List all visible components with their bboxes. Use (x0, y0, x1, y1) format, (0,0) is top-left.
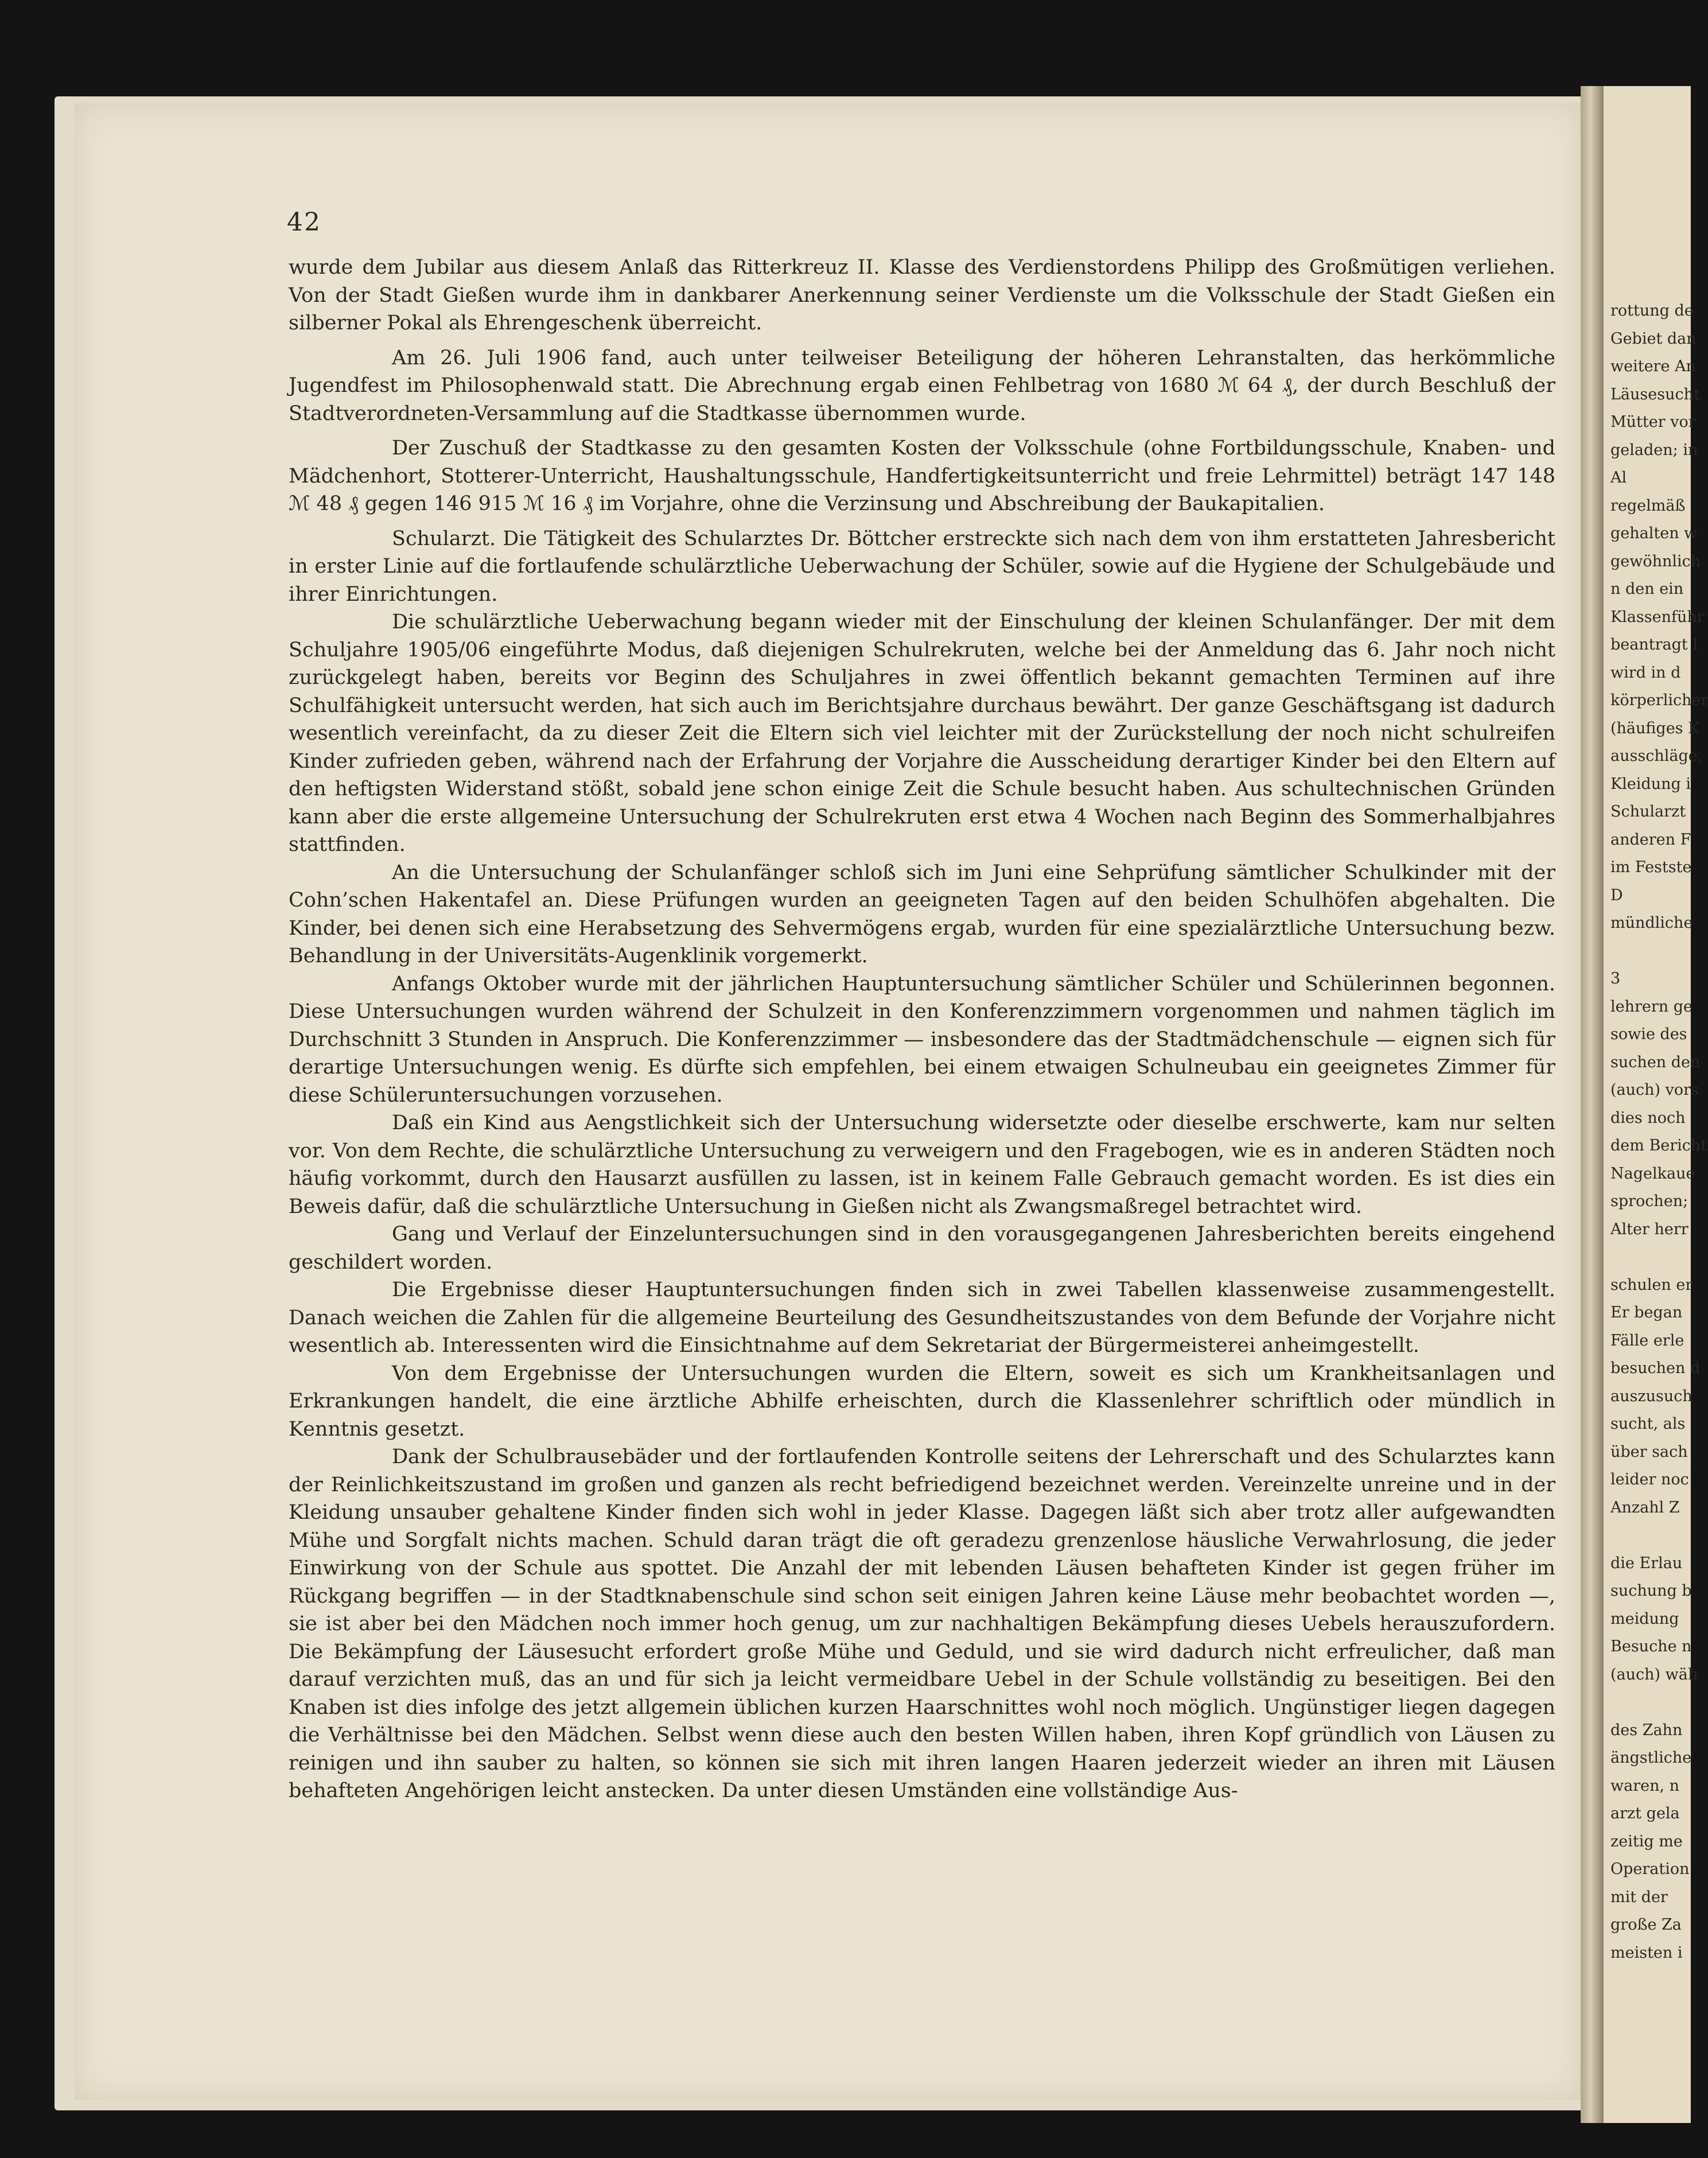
right-page-line: anderen F (1610, 830, 1691, 849)
right-page-line: Schularzt (1610, 803, 1686, 821)
right-page-line: auszusuch (1610, 1387, 1693, 1405)
right-page-line: Kleidung i (1610, 775, 1691, 793)
right-page-line: Operation (1610, 1860, 1690, 1878)
right-page-line: über sach (1610, 1442, 1688, 1461)
right-page-line: mündliche (1610, 914, 1693, 932)
right-page-line (1604, 1689, 1691, 1717)
right-page-line: Fälle erle (1610, 1331, 1684, 1350)
right-page-text (1604, 86, 1708, 1967)
right-page-edge (1604, 86, 1708, 2123)
right-page-line: Besuche n (1610, 1638, 1692, 1655)
right-page-line: leider noc (1610, 1471, 1689, 1488)
right-page-line: Anzahl Z (1610, 1498, 1680, 1517)
right-page-line: Nagelkaue (1610, 1164, 1695, 1183)
right-page-line: Er began (1610, 1304, 1683, 1321)
right-page-line: Läusesucht (1610, 385, 1700, 403)
right-page-line: Alter herr (1610, 1220, 1688, 1238)
book-gutter (1581, 86, 1604, 2123)
right-page-line: 3 (1610, 970, 1621, 987)
right-page-line: körperlicher (1610, 691, 1708, 709)
right-page-line: sprochen; (1610, 1192, 1688, 1210)
right-page-line: lehrern ge (1610, 997, 1693, 1016)
paragraph: wurde dem Jubilar aus diesem Anlaß das Ritterkreuz II. Klasse des Verdienstordens Philipp des Großmütigen verliehen. Von der Stadt Gießen wurde ihm in dankbarer Anerkennung seiner Verdienste um die Volksschule der Stadt Gießen ein silberner Pokal als Ehrengeschenk überreicht. (289, 256, 1555, 335)
right-page-line: die Erlau (1610, 1554, 1683, 1572)
right-page-line: im Festste (1610, 858, 1692, 876)
right-page-line: dem Bericht (1610, 1137, 1707, 1154)
right-page-line: ängstliche (1610, 1749, 1692, 1767)
paragraph-schularzt: Schularzt. Die Tätigkeit des Schularztes Dr. Böttcher erstreckte sich nach dem von ihm erstatteten Jahresbericht in erster Linie auf die fortlaufende schulärztliche Ueberwachung der Schüler, sowie auf die Hygiene der Schulgebäude und ihrer Einrichtungen. (289, 527, 1555, 606)
right-page-line: (häufiges K (1610, 719, 1700, 737)
right-page-line: beantragt l (1610, 636, 1698, 654)
page-number: 42 (287, 208, 321, 237)
paragraph: Der Zuschuß der Stadtkasse zu den gesamten Kosten der Volksschule (ohne Fortbildungsschule, Knaben- und Mädchenhort, Stotterer-Unterricht, Haushaltungsschule, Handfertigkeitsunterricht und freie Lehrmittel) beträgt 147 148 ℳ 48 ₰ gegen 146 915 ℳ 16 ₰ im Vorjahre, ohne die Verzinsung und Abschreibung der Baukapitalien. (289, 437, 1555, 515)
right-page-line: D (1610, 886, 1623, 904)
right-page-line: regelmäß (1610, 496, 1686, 515)
right-page-line: wird in d (1610, 663, 1681, 682)
right-page-line: mit der (1610, 1888, 1668, 1906)
right-page-line: weitere An (1610, 357, 1696, 375)
right-page-line: des Zahn (1610, 1721, 1683, 1739)
right-page-line: Gebiet dan (1610, 329, 1697, 348)
right-page-line: sowie des (1610, 1025, 1687, 1043)
right-page-line: rottung de (1610, 302, 1694, 320)
right-page-line: Mütter vor (1610, 413, 1696, 431)
paragraph: An die Untersuchung der Schulanfänger schloß sich im Juni eine Sehprüfung sämtlicher Schulkinder mit der Cohn’schen Hakentafel an. Diese Prüfungen wurden an geeigneten Tagen auf den beiden Schulhöfen abgehalten. Die Kinder, bei denen sich eine Herabsetzung des Sehvermögens ergab, wurden für eine spezialärztliche Untersuchung bezw. Behandlung in der Universitäts-Augenklinik vorgemerkt. (289, 861, 1555, 967)
paragraph: Von dem Ergebnisse der Untersuchungen wurden die Eltern, soweit es sich um Krankheitsanlagen und Erkrankungen handelt, die eine ärztliche Abhilfe erheischten, durch die Klassenlehrer schriftlich oder mündlich in Kenntnis gesetzt. (289, 1362, 1555, 1441)
paragraph: Die Ergebnisse dieser Hauptuntersuchungen finden sich in zwei Tabellen klassenweise zusammengestellt. Danach weichen die Zahlen für die allgemeine Beurteilung des Gesundheitszustandes von dem Befunde der Vorjahre nicht wesentlich ab. Interessenten wird die Einsichtnahme auf dem Sekretariat der Bürgermeisterei anheimgestellt. (289, 1278, 1555, 1357)
right-page-line: suchung b (1610, 1582, 1692, 1600)
paragraph: Die schulärztliche Ueberwachung begann wieder mit der Einschulung der kleinen Schulanfänger. Der mit dem Schuljahre 1905/06 eingeführte Modus, daß diejenigen Schulrekruten, welche bei der Anmeldung das 6. Jahr noch nicht zurückgelegt haben, bereits vor Beginn des Schuljahres in zwei öffentlich bekannt gemachten Terminen auf ihre Schulfähigkeit untersucht werden, hat sich auch im Berichtsjahre durchaus bewährt. Der ganze Geschäftsgang ist dadurch wesentlich vereinfacht, da zu dieser Zeit die Eltern sich viel leichter mit der Zurückstellung der noch nicht schulreifen Kinder zufrieden geben, während nach der Erfahrung der Vorjahre die Ausscheidung derartiger Kinder bei den Eltern auf den heftigsten Widerstand stößt, sobald jene schon einige Zeit die Schule besucht haben. Aus schultechnischen Gründen kann aber die erste allgemeine Untersuchung der Schulrekruten erst etwa 4 Wochen nach Beginn des Sommerhalbjahres stattfinden. (289, 611, 1555, 856)
right-page-line: schulen er (1610, 1276, 1693, 1294)
right-page-line (1604, 1243, 1691, 1272)
right-page-line: dies noch (1610, 1109, 1686, 1127)
right-page-line: zeitig me (1610, 1832, 1683, 1850)
body-text (289, 254, 1555, 1805)
right-page-line: große Za (1610, 1916, 1682, 1934)
right-page-line: ausschläge, (1610, 747, 1703, 765)
paragraph: Am 26. Juli 1906 fand, auch unter teilweiser Beteiligung der höheren Lehranstalten, das herkömmliche Jugendfest im Philosophenwald statt. Die Abrechnung ergab einen Fehlbetrag von 1680 ℳ 64 ₰, der durch Beschluß der Stadtverordneten-Versammlung auf die Stadtkasse übernommen wurde. (289, 346, 1555, 425)
right-page-line: suchen den (1610, 1053, 1701, 1071)
paragraph: Gang und Verlauf der Einzeluntersuchungen sind in den vorausgegangenen Jahresberichten bereits eingehend geschildert worden. (289, 1223, 1555, 1274)
right-page-line: (auch) vors (1610, 1081, 1699, 1099)
right-page-line: meidung (1610, 1609, 1679, 1628)
right-page-line: gewöhnlich (1610, 552, 1701, 570)
right-page-line: Klassenführ (1610, 608, 1705, 626)
paragraph: Dank der Schulbrausebäder und der fortlaufenden Kontrolle seitens der Lehrerschaft und des Schularztes kann der Reinlichkeitszustand im großen und ganzen als recht befriedigend bezeichnet werden. Vereinzelte unreine und in der Kleidung unsauber gehaltene Kinder finden sich wohl in jeder Klasse. Dagegen läßt sich aber trotz aller aufgewandten Mühe und Sorgfalt nichts machen. Schuld daran trägt die oft geradezu grenzenlose häusliche Verwahrlosung, die jeder Einwirkung von der Schule aus spottet. Die Anzahl der mit lebenden Läusen behafteten Kinder ist gegen früher im Rückgang begriffen — in der Stadtknabenschule sind schon seit einigen Jahren keine Läuse mehr beobachtet worden —, sie ist aber bei den Mädchen noch immer hoch genug, um zur nachhaltigen Bekämpfung dieses Uebels herauszufordern. Die Bekämpfung der Läusesucht erfordert große Mühe und Geduld, und sie wird dadurch nicht erfreulicher, daß man darauf verzichten muß, das an und für sich ja leicht vermeidbare Uebel in der Schule vollständig zu beseitigen. Bei den Knaben ist dies infolge des jetzt allgemein üblichen kurzen Haarschnittes wohl noch möglich. Ungünstiger liegen dagegen die Verhältnisse bei den Mädchen. Selbst wenn diese auch den besten Willen haben, ihren Kopf gründlich von Läusen zu reinigen und ihn sauber zu halten, so können sie sich mit ihren langen Haaren jederzeit wieder an ihren mit Läusen behafteten Angehörigen leicht anstecken. Da unter diesen Umständen eine vollständige Aus- (289, 1445, 1555, 1802)
right-page-line: besuchen d (1610, 1359, 1701, 1377)
right-page-line: gehalten w (1610, 524, 1698, 542)
right-page-line: arzt gela (1610, 1805, 1680, 1822)
right-page-line: n den ein (1610, 580, 1684, 598)
right-page-line: (auch) wäh (1610, 1665, 1698, 1683)
right-page-line: sucht, als (1610, 1415, 1686, 1433)
right-page-line (1604, 938, 1691, 966)
right-page-line: meisten i (1610, 1943, 1683, 1962)
right-page-line: waren, n (1610, 1776, 1680, 1795)
right-page-line: Al (1610, 469, 1627, 487)
paragraph: Anfangs Oktober wurde mit der jährlichen Hauptuntersuchung sämtlicher Schüler und Schülerinnen begonnen. Diese Untersuchungen wurden während der Schulzeit in den Konferenzzimmern vorgenommen und nahmen täglich im Durchschnitt 3 Stunden in Anspruch. Die Konferenzzimmer — insbesondere das der Stadtmädchenschule — eignen sich für derartige Untersuchungen wenig. Es dürfte sich empfehlen, bei einem etwaigen Schulneubau ein geeignetes Zimmer für diese Schüleruntersuchungen vorzusehen. (289, 972, 1555, 1107)
paragraph: Daß ein Kind aus Aengstlichkeit sich der Untersuchung widersetzte oder dieselbe erschwerte, kam nur selten vor. Von dem Rechte, die schulärztliche Untersuchung zu verweigern und den Fragebogen, wie es in anderen Städten noch häufig vorkommt, durch den Hausarzt ausfüllen zu lassen, ist in keinem Falle Gebrauch gemacht worden. Es ist dies ein Beweis dafür, daß die schulärztliche Untersuchung in Gießen nicht als Zwangsmaßregel betrachtet wird. (289, 1111, 1555, 1218)
right-page-line (1604, 1522, 1691, 1550)
right-page-line: geladen; in (1610, 441, 1698, 459)
